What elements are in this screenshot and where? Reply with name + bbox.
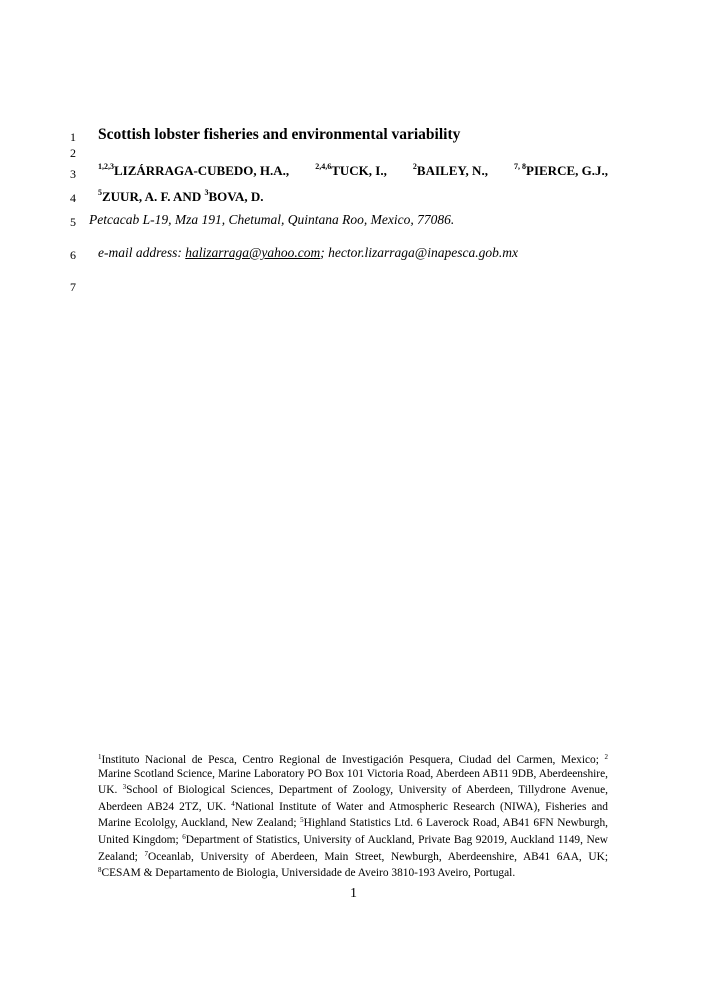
author-5: $^5$ZUUR, A. F. AND	[98, 188, 202, 204]
email-link[interactable]: halizarraga@yahoo.com	[185, 245, 321, 260]
author-line-2	[98, 188, 608, 205]
email-line	[98, 245, 518, 261]
author-6: $^3$BOVA, D.	[204, 188, 264, 204]
line-number: 6	[70, 248, 76, 262]
line-number: 7	[70, 280, 76, 294]
author-2: $^{2,4,6}$TUCK, I.,	[315, 162, 387, 178]
author-1: $^{1,2,3}$LIZÁRRAGA-CUBEDO, H.A.,	[98, 162, 290, 178]
postal-address: Petcacab L-19, Mza 191, Chetumal, Quintana Roo, Mexico, 77086.	[89, 212, 455, 227]
author-line-1	[98, 162, 608, 179]
line-number: 3	[70, 167, 76, 181]
affiliations-footnote: $^1$Instituto Nacional de Pesca, Centro Regional de Investigación Pesquera, Ciudad del Carmen, Mexico; $^2$ Marine Scotland Science, Marine Laboratory PO Box 101 Victoria Road, Aberdeen AB11 9DB, Aberdeenshire, UK. $^3$School of Biological Sciences, Department of Zoology, University of Aberdeen, Tillydrone Avenue, Aberdeen AB24 2TZ, UK. $^4$National Institute of Water and Atmospheric Research (NIWA), Fisheries and Marine Ecololgy, Auckland, New Zealand; $^5$Highland Statistics Ltd. 6 Laverock Road, AB41 6FN Newburgh, United Kingdom; $^6$Department of Statistics, University of Auckland, Private Bag 92019, Auckland 1149, New Zealand; $^7$Oceanlab, University of Aberdeen, Main Street, Newburgh, Aberdeenshire, AB41 6AA, UK; $^8$CESAM & Departamento de Biologia, Universidade de Aveiro 3810-193 Aveiro, Portugal.	[98, 753, 608, 880]
line-number: 4	[70, 191, 76, 205]
line-number: 5	[70, 215, 76, 229]
paper-title: Scottish lobster fisheries and environmental variability	[98, 126, 461, 143]
email-secondary: ; hector.lizarraga@inapesca.gob.mx	[320, 245, 518, 260]
page-number: 1	[350, 886, 357, 901]
email-label: e-mail address:	[98, 245, 186, 260]
line-number: 2	[70, 146, 76, 160]
author-4: $^{7, 8}$PIERCE, G.J.,	[514, 162, 608, 178]
line-number: 1	[70, 130, 76, 144]
author-3: $^2$BAILEY, N.,	[412, 162, 488, 178]
